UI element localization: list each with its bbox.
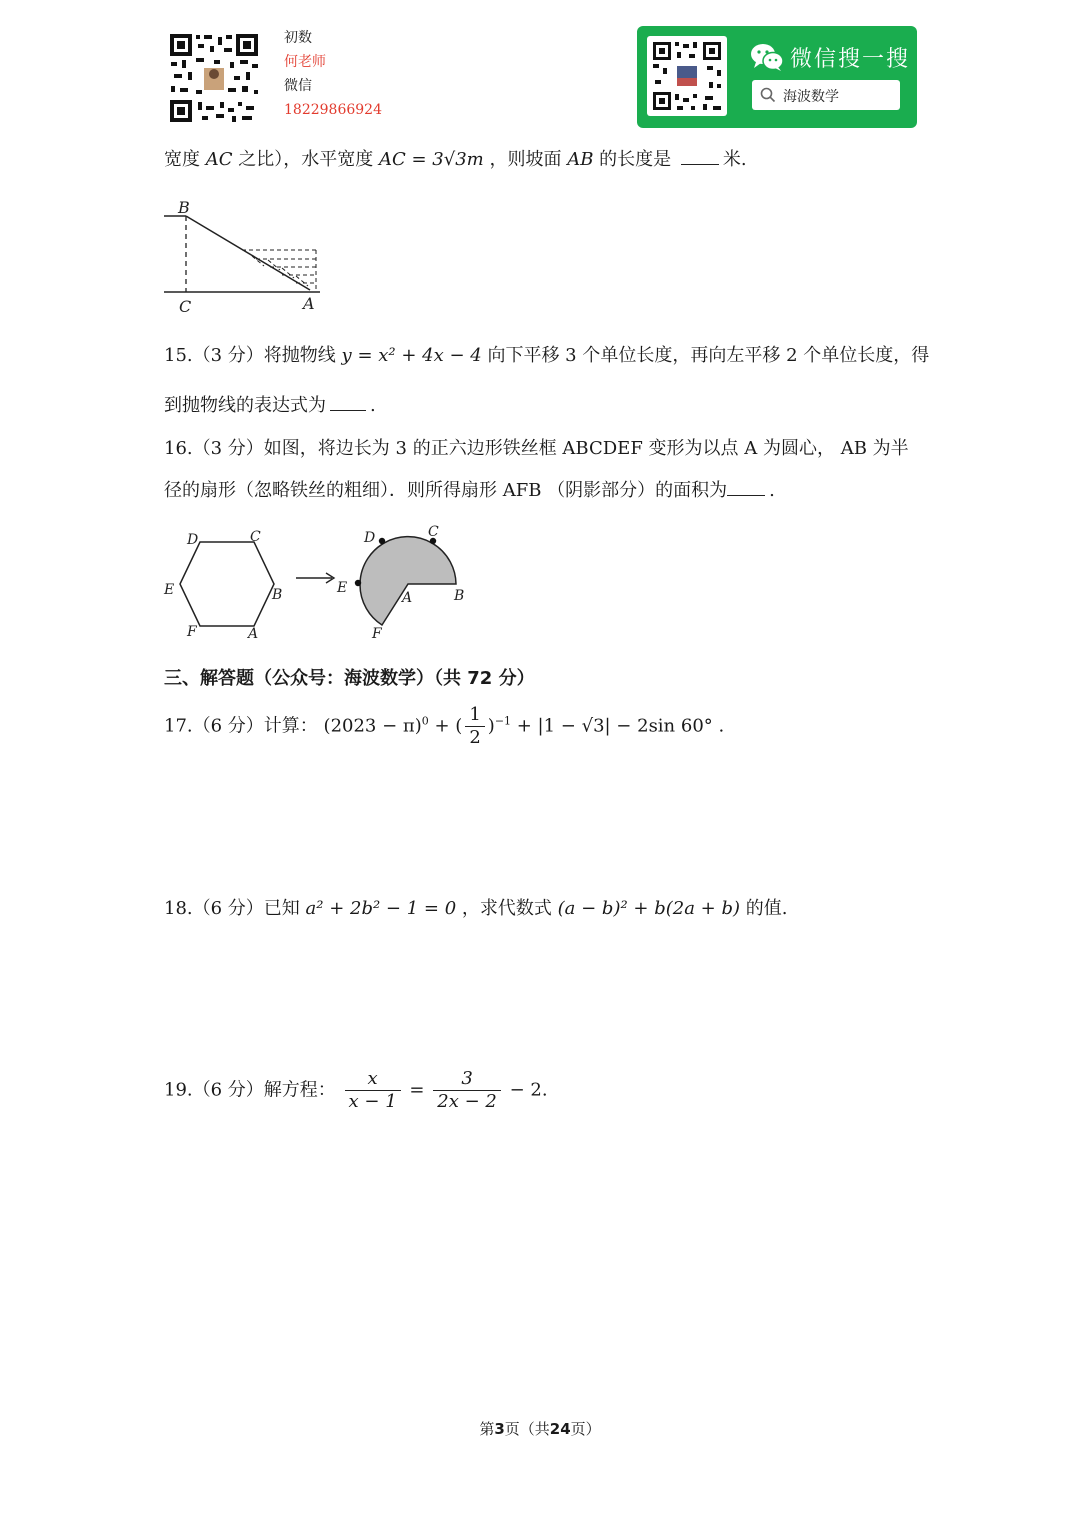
q19-rhs-fraction: [433, 1068, 501, 1113]
q14-tail-line: [164, 148, 747, 172]
q17-expr: + |1 − √3| − 2sin 60°: [511, 715, 713, 737]
q14-unit: 米.: [722, 149, 747, 170]
contact-line-wechat-label: 微信: [284, 78, 312, 94]
total-pages: 24: [549, 1420, 571, 1438]
sector-label-D: D: [364, 530, 376, 546]
answer-blank[interactable]: [681, 148, 719, 165]
footer-text: 页（共: [504, 1420, 550, 1438]
fraction-numerator: 3: [433, 1068, 501, 1091]
q17-text: 17.（6 分）计算：: [164, 715, 318, 737]
q17-line: [164, 704, 724, 749]
q14-ac-label: AC: [205, 149, 233, 170]
answer-blank[interactable]: [330, 394, 366, 411]
sector-label-A: A: [402, 590, 413, 606]
fraction-numerator: x: [345, 1068, 401, 1091]
wechat-search-banner[interactable]: [637, 26, 917, 128]
q15-end: .: [370, 395, 376, 416]
q17-expr: + (: [428, 715, 463, 737]
q19-end: .: [541, 1079, 548, 1101]
q14-text: 的长度是: [599, 149, 672, 170]
answer-blank[interactable]: [727, 479, 765, 496]
page-footer: [0, 1418, 1080, 1439]
q17-exponent: 0: [421, 714, 429, 728]
q15-equation: y = x² + 4x − 4: [341, 345, 482, 366]
hexagon-shape: [180, 542, 274, 626]
hex-label-A: A: [248, 626, 259, 642]
sector-shape: [360, 537, 456, 625]
sector-label-B: B: [454, 588, 465, 604]
section-title: 三、解答题（公众号：海波数学）（共 72 分）: [164, 668, 535, 689]
q19-expr: − 2: [509, 1079, 542, 1101]
wechat-search-title: 微信搜一搜: [790, 47, 911, 72]
hex-label-B: B: [272, 587, 283, 603]
q15-line-2: [164, 394, 376, 418]
q17-fraction: [465, 704, 484, 749]
q17-expr: (2023 − π): [323, 715, 422, 737]
contact-line-subject: 初数: [284, 30, 312, 46]
page-number: 3: [494, 1420, 505, 1438]
q14-text: ，则坡面: [489, 149, 562, 170]
q18-end: 的值.: [745, 898, 788, 919]
hex-label-E: E: [164, 582, 175, 598]
q19-equals: =: [409, 1079, 425, 1101]
q14-ab-label: AB: [567, 149, 594, 170]
q16-line-1: 16.（3 分）如图，将边长为 3 的正六边形铁丝框 ABCDEF 变形为以点 A 为圆心， AB 为半: [164, 438, 909, 459]
hex-label-C: C: [250, 529, 261, 545]
hex-label-D: D: [187, 532, 199, 548]
point-D-dot: [379, 538, 385, 544]
qr-code-icon: [168, 32, 260, 124]
point-E-dot: [355, 580, 361, 586]
fraction-denominator: 2x − 2: [437, 1091, 497, 1112]
sector-label-C: C: [428, 524, 439, 540]
contact-block: [284, 26, 382, 122]
hexagon-to-sector-figure: [160, 522, 480, 644]
q19-line: [164, 1068, 548, 1113]
search-icon: [760, 87, 776, 107]
q18-line: [164, 897, 787, 921]
slope-figure: [160, 196, 330, 320]
contact-line-teacher: 何老师: [284, 54, 326, 70]
q16-text: 径的扇形（忽略铁丝的粗细）．则所得扇形 AFB （阴影部分）的面积为: [164, 480, 728, 501]
footer-text: 第: [479, 1420, 495, 1438]
wechat-logo-icon: [750, 42, 784, 72]
wechat-search-input[interactable]: [752, 80, 900, 110]
q18-text: 18.（6 分）已知: [164, 898, 300, 919]
qr-code-icon: [647, 36, 727, 116]
fraction-denominator: 2: [469, 727, 481, 748]
q14-formula: AC = 3√3m: [378, 149, 484, 170]
sector-label-F: F: [372, 626, 382, 642]
qr-code-left: [168, 32, 260, 124]
point-label-A: A: [303, 294, 315, 313]
hex-label-F: F: [187, 624, 197, 640]
q18-expression: (a − b)² + b(2a + b): [557, 898, 741, 919]
q15-text: 到抛物线的表达式为: [164, 395, 326, 416]
footer-text: 页）: [570, 1420, 601, 1438]
q19-text: 19.（6 分）解方程：: [164, 1079, 336, 1101]
fraction-denominator: x − 1: [348, 1091, 397, 1112]
sector-label-E: E: [337, 580, 348, 596]
q14-text: 之比），水平宽度: [238, 149, 374, 170]
qr-code-right: [647, 36, 727, 116]
q17-expr: ): [487, 715, 495, 737]
contact-line-phone: 18229866924: [284, 102, 382, 118]
q16-end: .: [769, 480, 775, 501]
fraction-numerator: 1: [465, 704, 484, 727]
q17-end: .: [718, 715, 725, 737]
q17-exponent: −1: [494, 714, 512, 728]
q18-given-equation: a² + 2b² − 1 = 0: [305, 898, 457, 919]
q14-text: 宽度: [164, 149, 200, 170]
q15-text: 向下平移 3 个单位长度，再向左平移 2 个单位长度，得: [487, 345, 930, 366]
q15-line-1: [164, 344, 929, 368]
q18-text: ，求代数式: [461, 898, 552, 919]
q16-line-2: [164, 479, 775, 503]
point-label-B: B: [178, 198, 190, 217]
search-query-text: 海波数学: [783, 89, 839, 105]
point-label-C: C: [179, 297, 192, 316]
q19-lhs-fraction: [345, 1068, 401, 1113]
q15-text: 15.（3 分）将抛物线: [164, 345, 336, 366]
